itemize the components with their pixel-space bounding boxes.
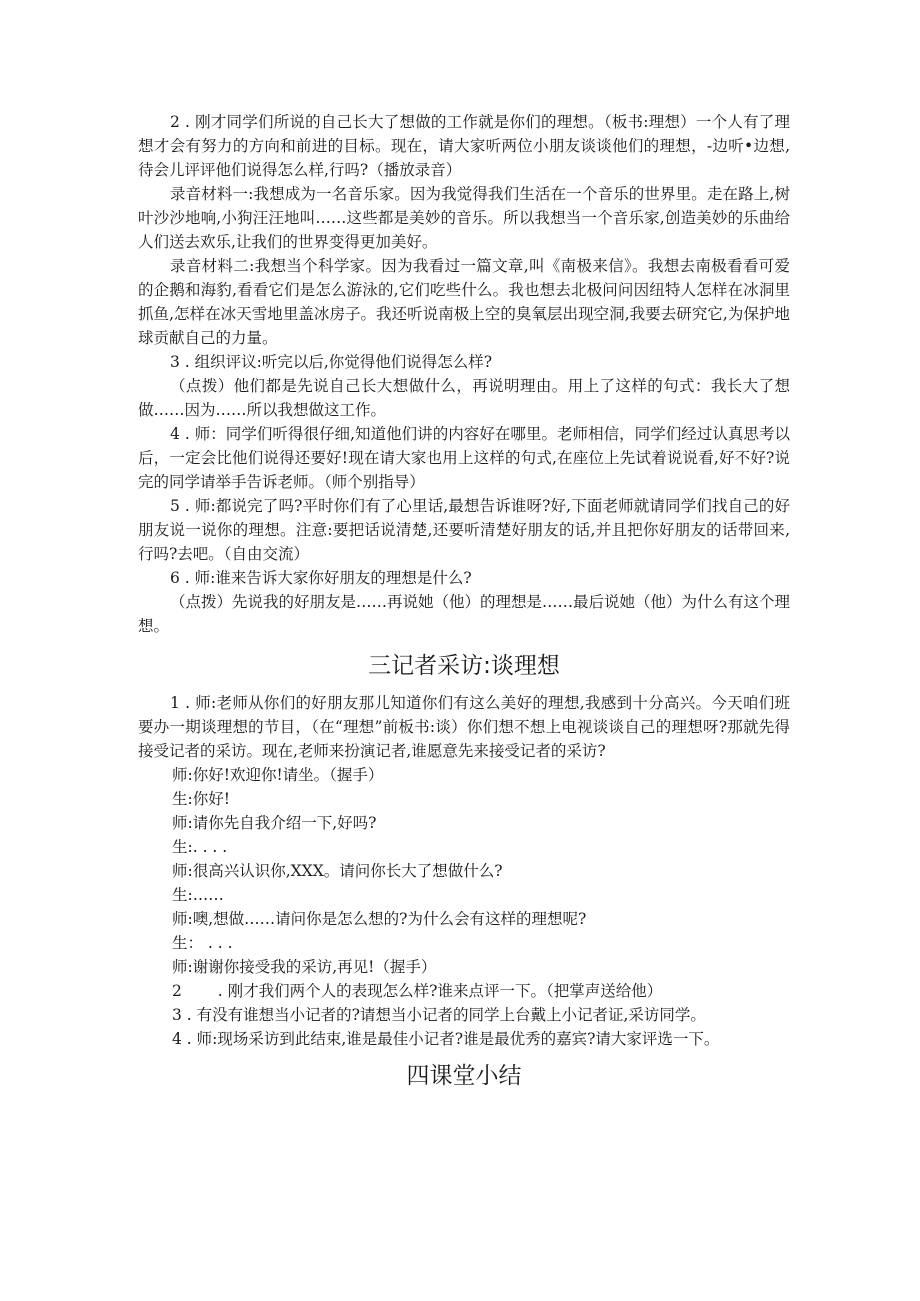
dialogue-line: 生:. . . .: [172, 838, 228, 856]
document-body: [138, 110, 790, 1101]
section-heading-reporter-interview: 三记者采访:谈理想: [368, 653, 560, 679]
section-heading-class-summary: 四课堂小结: [406, 1063, 522, 1089]
dialogue-line: 生： . . .: [172, 934, 233, 952]
paragraph-interview-step-3: 3 . 有没有谁想当小记者的?请想当小记者的同学上台戴上小记者证,采访同学。: [172, 1006, 706, 1024]
paragraph-step-6: 6 . 师:谁来告诉大家你好朋友的理想是什么?: [170, 569, 472, 587]
paragraph-hint-1: （点拨）他们都是先说自己长大想做什么，再说明理由。用上了这样的句式：我长大了想做……因为……所以我想做这工作。: [138, 377, 790, 419]
paragraph-interview-step-4: 4 . 师:现场采访到此结束,谁是最佳小记者?谁是最优秀的嘉宾?请大家评选一下。: [172, 1030, 720, 1048]
paragraph-interview-step-2: 2 . 刚才我们两个人的表现怎么样?谁来点评一下。（把掌声送给他）: [172, 982, 663, 1000]
paragraph-interview-intro: 1 . 师:老师从你们的好朋友那儿知道你们有这么美好的理想,我感到十分高兴。今天咱们班要办一期谈理想的节目，（在“理想”前板书:谈）你们想不想上电视谈谈自己的理想呀?那就先得接受记者的采访。现在,老师来扮演记者,谁愿意先来接受记者的采访?: [138, 694, 790, 760]
paragraph-recording-1: 录音材料一:我想成为一名音乐家。因为我觉得我们生活在一个音乐的世界里。走在路上,树叶沙沙地响,小狗汪汪地叫……这些都是美妙的音乐。所以我想当一个音乐家,创造美妙的乐曲给人们送去欢乐,让我们的世界变得更加美好。: [138, 185, 790, 251]
paragraph-recording-2: 录音材料二:我想当个科学家。因为我看过一篇文章,叫《南极来信》。我想去南极看看可爱的企鹅和海豹,看看它们是怎么游泳的,它们吃些什么。我也想去北极问问因纽特人怎样在冰洞里抓鱼,怎样在冰天雪地里盖冰房子。我还听说南极上空的臭氧层出现空洞,我要去研究它,为保护地球贡献自己的力量。: [138, 257, 790, 347]
dialogue-line: 生:……: [172, 886, 224, 904]
dialogue-line: 师:很高兴认识你,XXX。请问你长大了想做什么?: [172, 862, 503, 880]
dialogue-line: 师:请你先自我介绍一下,好吗?: [172, 814, 377, 832]
paragraph-hint-2: （点拨）先说我的好朋友是……再说她（他）的理想是……最后说她（他）为什么有这个理想。: [138, 593, 791, 635]
paragraph-step-3: 3 . 组织评议:听完以后,你觉得他们说得怎么样?: [170, 353, 493, 371]
paragraph-step-2: 2 . 刚才同学们所说的自己长大了想做的工作就是你们的理想。（板书:理想）一个人有了理想才会有努力的方向和前进的目标。现在，请大家听两位小朋友谈谈他们的理想，-边听•边想,待会儿评评他们说得怎么样,行吗?（播放录音）: [138, 113, 790, 179]
paragraph-step-5: 5 . 师:都说完了吗?平时你们有了心里话,最想告诉谁呀?好,下面老师就请同学们找自己的好朋友说一说你的理想。注意:要把话说清楚,还要听清楚好朋友的话,并且把你好朋友的话带回来,行吗?去吧。（自由交流）: [138, 497, 790, 563]
dialogue-line: 师:你好!欢迎你!请坐。（握手）: [172, 766, 384, 784]
paragraph-step-4: 4 . 师：同学们听得很仔细,知道他们讲的内容好在哪里。老师相信，同学们经过认真思考以后，一定会比他们说得还要好!现在请大家也用上这样的句式,在座位上先试着说说看,好不好?说完的同学请举手告诉老师。（师个别指导）: [138, 425, 790, 491]
dialogue-line: 师:谢谢你接受我的采访,再见!（握手）: [172, 958, 437, 976]
dialogue-line: 师:噢,想做……请问你是怎么想的?为什么会有这样的理想呢?: [172, 910, 587, 928]
dialogue-line: 生:你好!: [172, 790, 230, 808]
